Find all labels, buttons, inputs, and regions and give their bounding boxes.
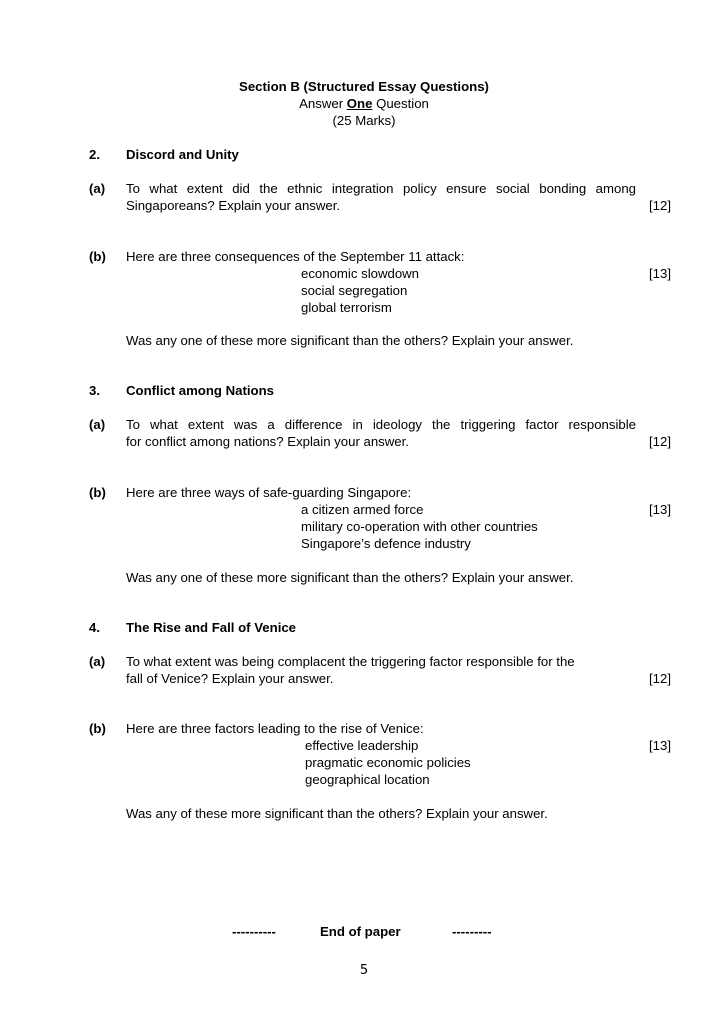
question-text-line: To what extent was being complacent the triggering factor responsible for the <box>126 654 575 669</box>
question-text-line: fall of Venice? Explain your answer. <box>126 671 334 686</box>
question-number: 2. <box>89 147 100 162</box>
list-item: a citizen armed force <box>301 502 424 517</box>
question-title: Discord and Unity <box>126 147 239 162</box>
end-of-paper: End of paper <box>320 924 401 939</box>
part-label: (b) <box>89 249 106 264</box>
list-item: military co-operation with other countries <box>301 519 538 534</box>
marks-allocation: [13] <box>649 738 671 753</box>
list-item: geographical location <box>305 772 430 787</box>
answer-instruction <box>0 95 728 112</box>
question-prompt: Was any one of these more significant than the others? Explain your answer. <box>126 333 574 348</box>
part-label: (b) <box>89 485 106 500</box>
total-marks: (25 Marks) <box>332 113 396 128</box>
question-number: 4. <box>89 620 100 635</box>
question-intro: Here are three ways of safe-guarding Singapore: <box>126 485 412 500</box>
question-title: Conflict among Nations <box>126 383 274 398</box>
question-number: 3. <box>89 383 100 398</box>
list-item: effective leadership <box>305 738 419 753</box>
question-intro: Here are three factors leading to the rise of Venice: <box>126 721 424 736</box>
end-dashes-left: ---------- <box>232 924 276 939</box>
part-label: (a) <box>89 417 106 432</box>
list-item: Singapore’s defence industry <box>301 536 471 551</box>
answer-suffix: Question <box>376 96 429 111</box>
marks-allocation: [12] <box>649 434 671 449</box>
question-text-line: To what extent was a difference in ideology the triggering factor responsible <box>126 417 636 432</box>
marks-allocation: [12] <box>649 198 671 213</box>
list-item: social segregation <box>301 283 408 298</box>
end-dashes-right: --------- <box>452 924 492 939</box>
section-title: Section B (Structured Essay Questions) <box>239 79 489 94</box>
answer-prefix: Answer <box>299 96 344 111</box>
question-intro: Here are three consequences of the September 11 attack: <box>126 249 465 264</box>
marks-allocation: [13] <box>649 266 671 281</box>
marks-allocation: [12] <box>649 671 671 686</box>
list-item: economic slowdown <box>301 266 420 281</box>
part-label: (a) <box>89 654 106 669</box>
question-title: The Rise and Fall of Venice <box>126 620 297 635</box>
page-number: 5 <box>359 963 369 978</box>
list-item: global terrorism <box>301 300 392 315</box>
question-prompt: Was any one of these more significant than the others? Explain your answer. <box>126 570 574 585</box>
answer-emphasis: One <box>346 96 373 111</box>
question-text-line: for conflict among nations? Explain your answer. <box>126 434 409 449</box>
marks-allocation: [13] <box>649 502 671 517</box>
part-label: (a) <box>89 181 106 196</box>
part-label: (b) <box>89 721 106 736</box>
question-prompt: Was any of these more significant than the others? Explain your answer. <box>126 806 548 821</box>
question-text-line: Singaporeans? Explain your answer. <box>126 198 341 213</box>
list-item: pragmatic economic policies <box>305 755 471 770</box>
question-text-line: To what extent did the ethnic integration policy ensure social bonding among <box>126 181 636 196</box>
